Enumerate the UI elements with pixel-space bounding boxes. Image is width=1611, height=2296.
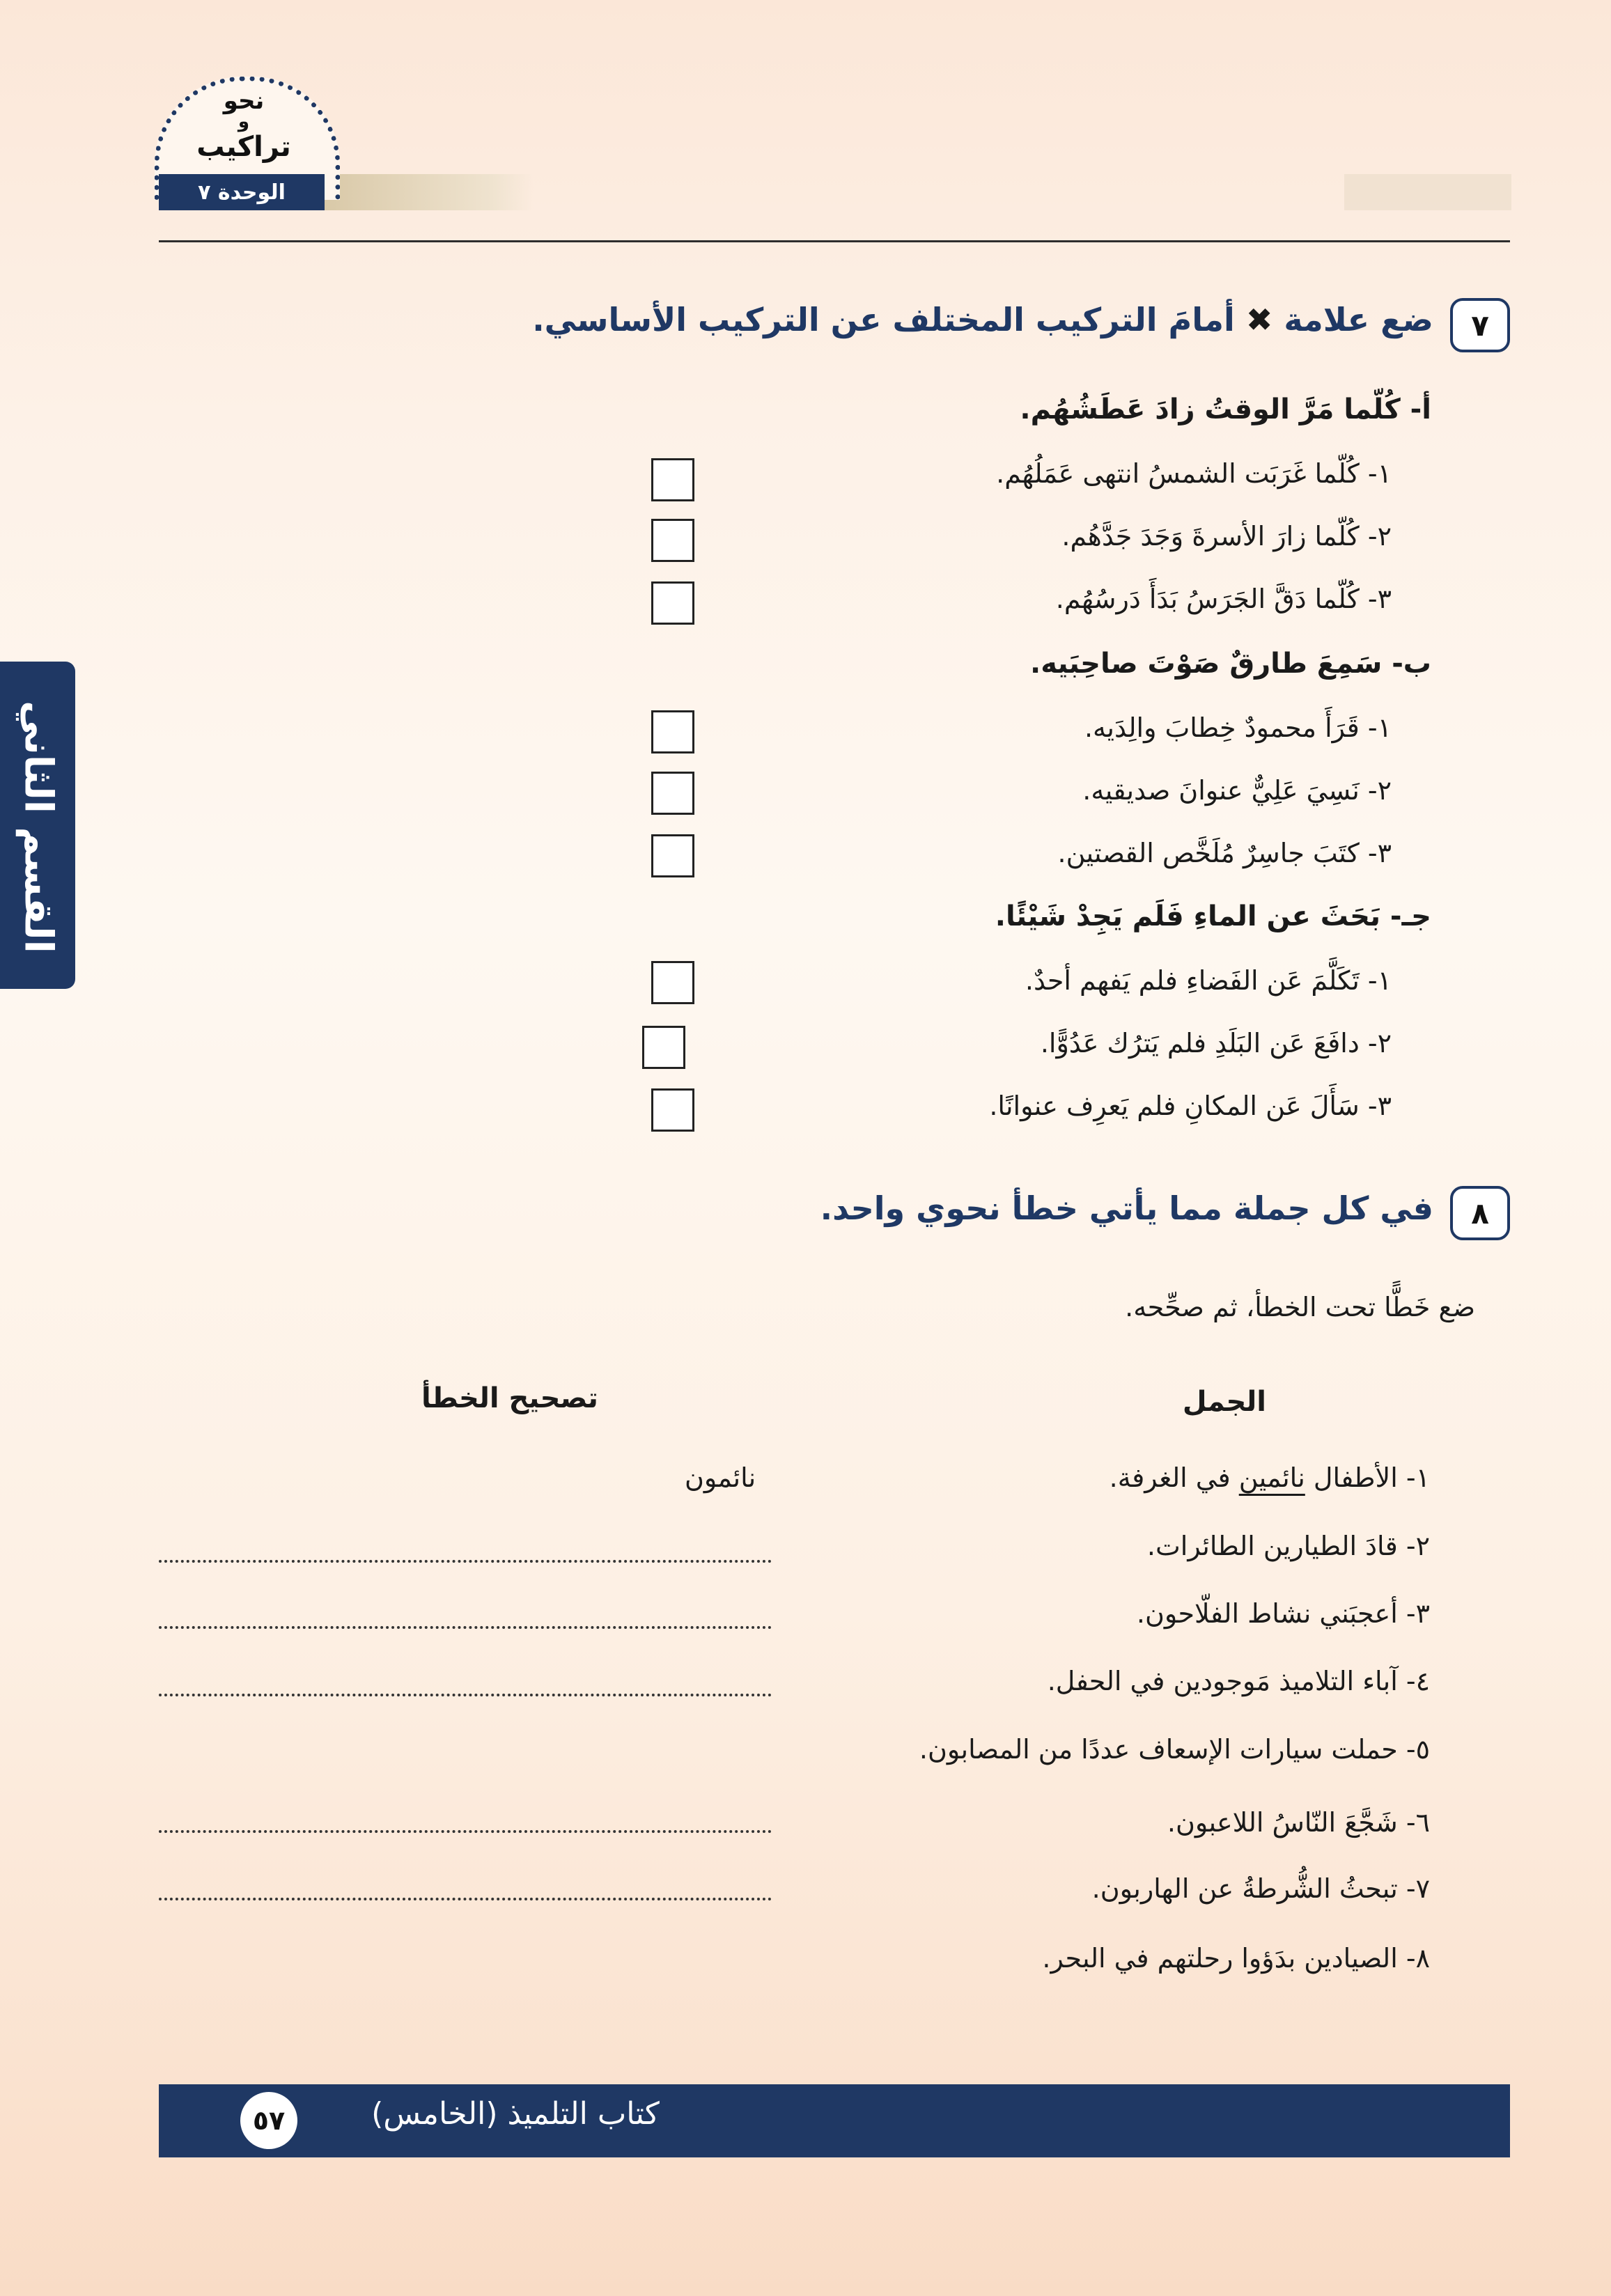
- group-a-item-1: ١- كُلّما غَرَبَت الشمسُ انتهى عَمَلُهُم.: [996, 458, 1392, 489]
- underlined-error-word: نائمين: [1238, 1462, 1305, 1493]
- group-b-item-1: ١- قَرَأَ محمودٌ خِطابَ والِدَيه.: [1084, 712, 1392, 743]
- group-c-heading: جـ- بَحَثَ عن الماءِ فَلَم يَجِدْ شَيْئًا.: [995, 900, 1431, 932]
- q8-answer-line-4[interactable]: [159, 1694, 772, 1696]
- checkbox-b-2[interactable]: [651, 772, 694, 815]
- checkbox-b-1[interactable]: [651, 710, 694, 753]
- q8-sentence-3: ٣- أعجبَني نشاط الفلّاحون.: [1136, 1598, 1430, 1629]
- sentence-1-end: في الغرفة.: [1109, 1462, 1239, 1493]
- question-8-title: في كل جملة مما يأتي خطأ نحوي واحد.: [820, 1189, 1433, 1227]
- page-number: ٥٧: [240, 2092, 297, 2149]
- q8-sentence-2: ٢- قادَ الطيارين الطائرات.: [1146, 1531, 1430, 1561]
- group-c-item-1: ١- تَكَلَّمَ عَن الفَضاءِ فلم يَفهم أحدٌ.: [1025, 965, 1392, 996]
- checkbox-c-3[interactable]: [651, 1088, 694, 1132]
- q8-correction-1[interactable]: نائمون: [685, 1462, 756, 1493]
- checkbox-b-3[interactable]: [651, 834, 694, 877]
- checkbox-a-3[interactable]: [651, 581, 694, 625]
- x-mark-icon: ✖: [1245, 301, 1273, 338]
- unit-label: الوحدة ٧: [159, 174, 325, 210]
- q8-sentence-1: [1110, 1462, 1430, 1493]
- q8-answer-line-3[interactable]: [159, 1626, 772, 1629]
- badge-line-3: تراكيب: [196, 131, 291, 163]
- q8-sentence-8: ٨- الصيادين بدَؤوا رحلتهم في البحر.: [1042, 1943, 1430, 1974]
- q8-answer-line-6[interactable]: [159, 1830, 772, 1833]
- column-header-sentences: الجمل: [1182, 1386, 1266, 1418]
- q8-sentence-4: ٤- آباء التلاميذ مَوجودين في الحفل.: [1047, 1666, 1430, 1696]
- group-c-item-2: ٢- دافَعَ عَن البَلَدِ فلم يَترُك عَدُوًّا.: [1040, 1028, 1392, 1059]
- q8-answer-line-2[interactable]: [159, 1560, 772, 1563]
- q8-answer-line-7[interactable]: [159, 1898, 772, 1900]
- section-side-label: القسم الثاني: [15, 701, 61, 953]
- group-a-item-3: ٣- كُلّما دَقَّ الجَرَسُ بَدَأَ دَرسُهُم.: [1055, 584, 1392, 614]
- group-a-heading: أ- كُلّما مَرَّ الوقتُ زادَ عَطَشُهُم.: [1020, 393, 1431, 425]
- question-7-number: ٧: [1450, 298, 1510, 352]
- header-rule: [159, 240, 1510, 242]
- header-decoration-right: [1344, 174, 1511, 210]
- q8-instruction: ضع خَطًّا تحت الخطأ، ثم صحِّحه.: [1125, 1292, 1475, 1322]
- q7-title-prefix: ضع علامة: [1284, 301, 1433, 338]
- q8-sentence-7: ٧- تبحثُ الشُّرطةُ عن الهاربون.: [1091, 1873, 1430, 1904]
- group-b-item-3: ٣- كتَبَ جاسِرٌ مُلَخَّص القصتين.: [1057, 838, 1392, 868]
- sentence-1-start: ١- الأطفال: [1305, 1462, 1430, 1493]
- header-decoration: [325, 174, 534, 210]
- group-c-item-3: ٣- سَأَلَ عَن المكانِ فلم يَعرِف عنوانًا.: [989, 1091, 1392, 1121]
- question-8-number: ٨: [1450, 1186, 1510, 1240]
- q8-sentence-6: ٦- شَجَّعَ النّاسُ اللاعبون.: [1167, 1807, 1430, 1838]
- footer-book-title: كتاب التلميذ (الخامس): [371, 2096, 660, 2132]
- column-header-correction: تصحيح الخطأ: [421, 1382, 598, 1414]
- group-b-item-2: ٢- نَسِيَ عَلِيٌّ عنوانَ صديقيه.: [1082, 775, 1392, 806]
- checkbox-a-1[interactable]: [651, 458, 694, 501]
- q7-title-suffix: أمامَ التركيب المختلف عن التركيب الأساسي.: [532, 301, 1235, 338]
- badge-line-2: و: [238, 111, 250, 132]
- checkbox-c-1[interactable]: [651, 961, 694, 1004]
- question-7-title: [532, 301, 1433, 338]
- q8-sentence-5: ٥- حملت سيارات الإسعاف عددًا من المصابون.: [919, 1734, 1430, 1765]
- group-a-item-2: ٢- كُلّما زارَ الأسرةَ وَجَدَ جَدَّهُم.: [1061, 521, 1392, 552]
- checkbox-a-2[interactable]: [651, 519, 694, 562]
- group-b-heading: ب- سَمِعَ طارقٌ صَوْتَ صاحِبَيه.: [1030, 648, 1431, 680]
- badge-line-1: نحو: [223, 87, 265, 115]
- checkbox-c-2[interactable]: [642, 1026, 685, 1069]
